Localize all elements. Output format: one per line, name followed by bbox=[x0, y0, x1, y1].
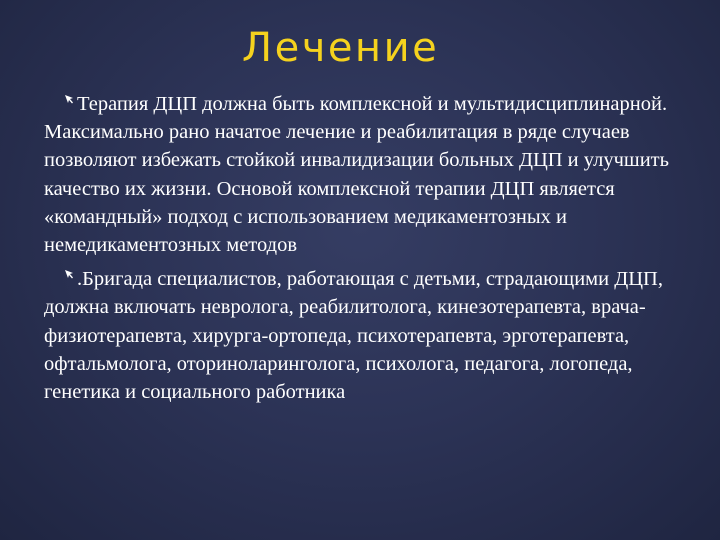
bullet-item bbox=[44, 265, 689, 406]
bullet-text: .Бригада специалистов, работающая с детьми, страдающими ДЦП, должна включать невролога, реабилитолога, кинезотерапевта, врача-физиотерапевта, хирурга-ортопеда, психотерапевта, эрготерапевта, офтальмолога, оториноларинголога, психолога, педагога, логопеда, генетика и социального работника bbox=[44, 268, 663, 404]
slide-title: Лечение bbox=[242, 25, 440, 71]
bullet-text: Терапия ДЦП должна быть комплексной и мультидисциплинарной. Максимально рано начатое лечение и реабилитация в ряде случаев позволяют избежать стойкой инвалидизации больных ДЦП и улучшить качество их жизни. Основой комплексной терапии ДЦП является «командный» подход с использованием медикаментозных и немедикаментозных методов bbox=[44, 93, 669, 257]
bullet-arrow-icon bbox=[64, 94, 74, 104]
bullet-arrow-icon bbox=[64, 269, 74, 279]
slide-body bbox=[44, 90, 689, 412]
bullet-item bbox=[44, 90, 689, 259]
